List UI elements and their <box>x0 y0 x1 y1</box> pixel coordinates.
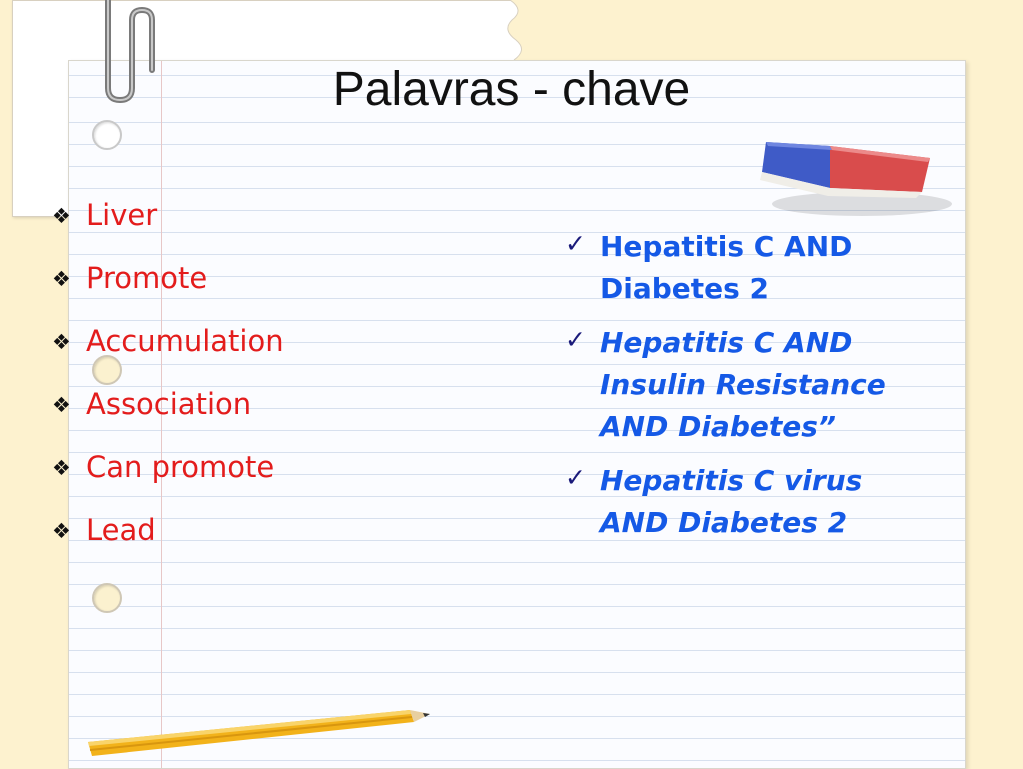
search-term-text: Hepatitis C AND Insulin Resistance AND Diabetes” <box>600 326 886 443</box>
checkmark-icon: ✓ <box>565 325 586 354</box>
search-term-text: Hepatitis C AND Diabetes 2 <box>600 230 853 305</box>
checkmark-icon: ✓ <box>565 229 586 258</box>
list-item <box>52 324 284 387</box>
keyword-text: Liver <box>86 198 158 232</box>
diamond-bullet-icon: ❖ <box>52 267 71 291</box>
keyword-text: Lead <box>86 513 156 547</box>
search-terms-list <box>565 226 925 556</box>
diamond-bullet-icon: ❖ <box>52 519 71 543</box>
diamond-bullet-icon: ❖ <box>52 456 71 480</box>
diamond-bullet-icon: ❖ <box>52 393 71 417</box>
keyword-text: Promote <box>86 261 208 295</box>
diamond-bullet-icon: ❖ <box>52 204 71 228</box>
list-item <box>52 198 284 261</box>
list-item <box>52 450 284 513</box>
pencil-icon <box>80 700 440 767</box>
list-item <box>52 513 284 576</box>
keywords-list <box>52 198 284 576</box>
search-term-text: Hepatitis C virus AND Diabetes 2 <box>600 464 863 539</box>
list-item <box>52 261 284 324</box>
keyword-text: Accumulation <box>86 324 284 358</box>
keyword-text: Can promote <box>86 450 275 484</box>
keyword-text: Association <box>86 387 252 421</box>
list-item <box>565 226 925 310</box>
list-item <box>52 387 284 450</box>
slide-title: Palavras - chave <box>332 63 691 116</box>
eraser-icon <box>752 132 952 222</box>
punch-hole <box>92 583 122 613</box>
diamond-bullet-icon: ❖ <box>52 330 71 354</box>
list-item <box>565 460 925 544</box>
list-item <box>565 322 925 448</box>
punch-hole <box>92 120 122 150</box>
checkmark-icon: ✓ <box>565 463 586 492</box>
